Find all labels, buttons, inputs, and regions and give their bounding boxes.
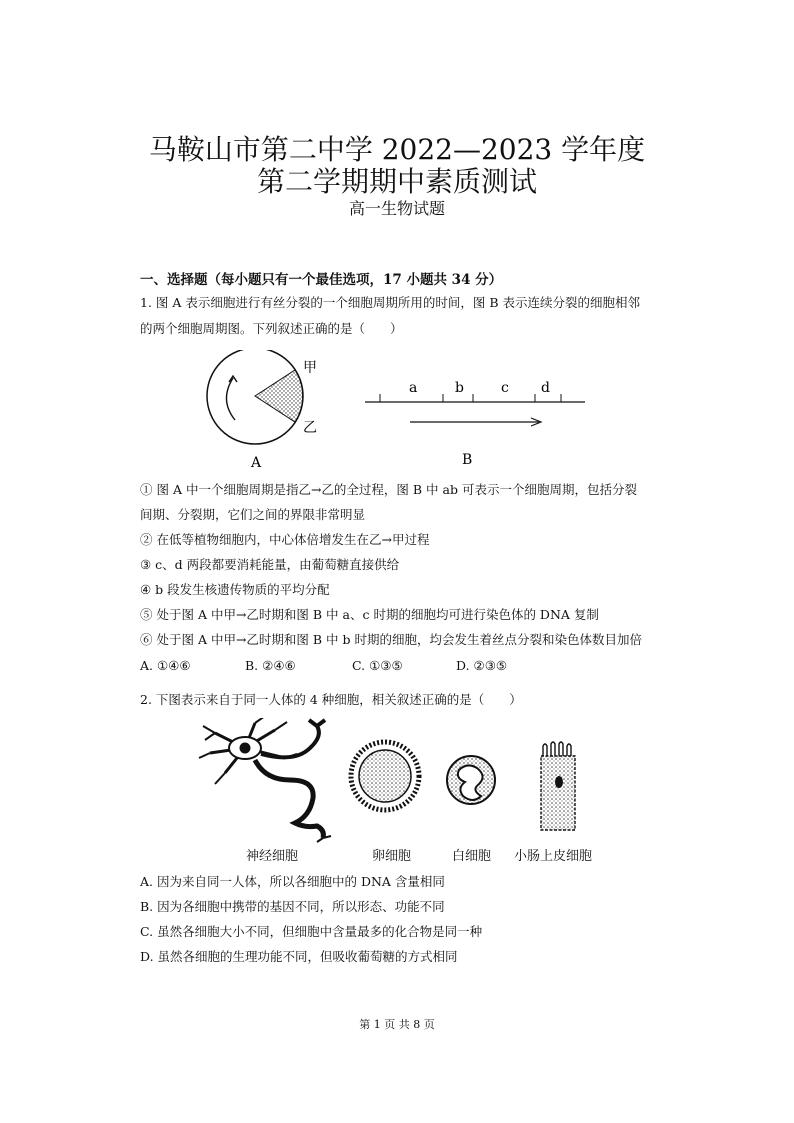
q1-statement: ① 图 A 中一个细胞周期是指乙→乙的全过程，图 B 中 ab 可表示一个细胞周期，包括分裂 bbox=[140, 482, 637, 497]
cell-cycle-figure bbox=[195, 350, 595, 470]
page-footer: 第 1 页 共 8 页 bbox=[359, 1018, 435, 1031]
q1-statement: ② 在低等植物细胞内，中心体倍增发生在乙→甲过程 bbox=[140, 532, 430, 547]
q1-statement: 间期、分裂期，它们之间的界限非常明显 bbox=[140, 507, 366, 522]
title-line-1: 马鞍山市第二中学 2022—2023 学年度 bbox=[148, 133, 646, 166]
seg-a: a bbox=[409, 380, 418, 396]
q1-options bbox=[140, 657, 507, 675]
label-white-blood-cell: 白细胞 bbox=[452, 849, 492, 864]
q1-stem-line2: 的两个细胞周期图。下列叙述正确的是（ ） bbox=[140, 321, 403, 336]
label-neuron: 神经细胞 bbox=[246, 849, 299, 864]
epithelial-cell-image bbox=[541, 742, 575, 830]
q1-statement: ⑥ 处于图 A 中甲→乙时期和图 B 中 b 时期的细胞，均会发生着丝点分裂和染色体数目加倍 bbox=[140, 632, 643, 647]
q1-option-b[interactable]: B. ②④⑥ bbox=[245, 658, 296, 673]
title-line-2: 第二学期期中素质测试 bbox=[256, 165, 537, 198]
white-blood-cell-image bbox=[447, 756, 495, 804]
q1-option-a[interactable]: A. ①④⑥ bbox=[140, 658, 191, 673]
q1-option-d[interactable]: D. ②③⑤ bbox=[456, 658, 508, 673]
q2-option-d[interactable]: D. 虽然各细胞的生理功能不同，但吸收葡萄糖的方式相同 bbox=[140, 949, 458, 964]
q1-option-c[interactable]: C. ①③⑤ bbox=[352, 658, 403, 673]
cells-figure bbox=[195, 718, 615, 843]
egg-cell-image bbox=[351, 742, 419, 810]
figure-b-timeline bbox=[365, 394, 585, 426]
q1-statement: ③ c、d 两段都要消耗能量，由葡萄糖直接供给 bbox=[140, 557, 400, 572]
section-heading: 一、选择题（每小题只有一个最佳选项，17 小题共 34 分） bbox=[140, 272, 503, 288]
seg-d: d bbox=[541, 380, 550, 396]
q2-option-a[interactable]: A. 因为来自同一人体，所以各细胞中的 DNA 含量相同 bbox=[140, 874, 445, 889]
caption-b: B bbox=[462, 452, 473, 468]
label-yi: 乙 bbox=[303, 420, 317, 436]
q2-stem: 2. 下图表示来自于同一人体的 4 种细胞，相关叙述正确的是（ ） bbox=[140, 692, 522, 707]
label-jia: 甲 bbox=[303, 360, 317, 376]
subtitle: 高一生物试题 bbox=[348, 199, 445, 218]
caption-a: A bbox=[251, 455, 262, 470]
q1-statement: ④ b 段发生核遗传物质的平均分配 bbox=[140, 582, 330, 597]
q1-stem-line1: 1. 图 A 表示细胞进行有丝分裂的一个细胞周期所用的时间，图 B 表示连续分裂的细胞相邻 bbox=[140, 295, 641, 310]
q2-option-c[interactable]: C. 虽然各细胞大小不同，但细胞中含量最多的化合物是同一种 bbox=[140, 924, 483, 939]
neuron-image bbox=[199, 718, 331, 842]
q1-statement: ⑤ 处于图 A 中甲→乙时期和图 B 中 a、c 时期的细胞均可进行染色体的 DNA 复制 bbox=[140, 607, 599, 622]
seg-c: c bbox=[501, 380, 509, 396]
label-epithelial-cell: 小肠上皮细胞 bbox=[514, 849, 593, 864]
label-egg-cell: 卵细胞 bbox=[372, 849, 412, 864]
seg-b: b bbox=[455, 380, 464, 396]
figure-a-circle bbox=[207, 350, 303, 444]
q2-option-b[interactable]: B. 因为各细胞中携带的基因不同，所以形态、功能不同 bbox=[140, 899, 445, 914]
